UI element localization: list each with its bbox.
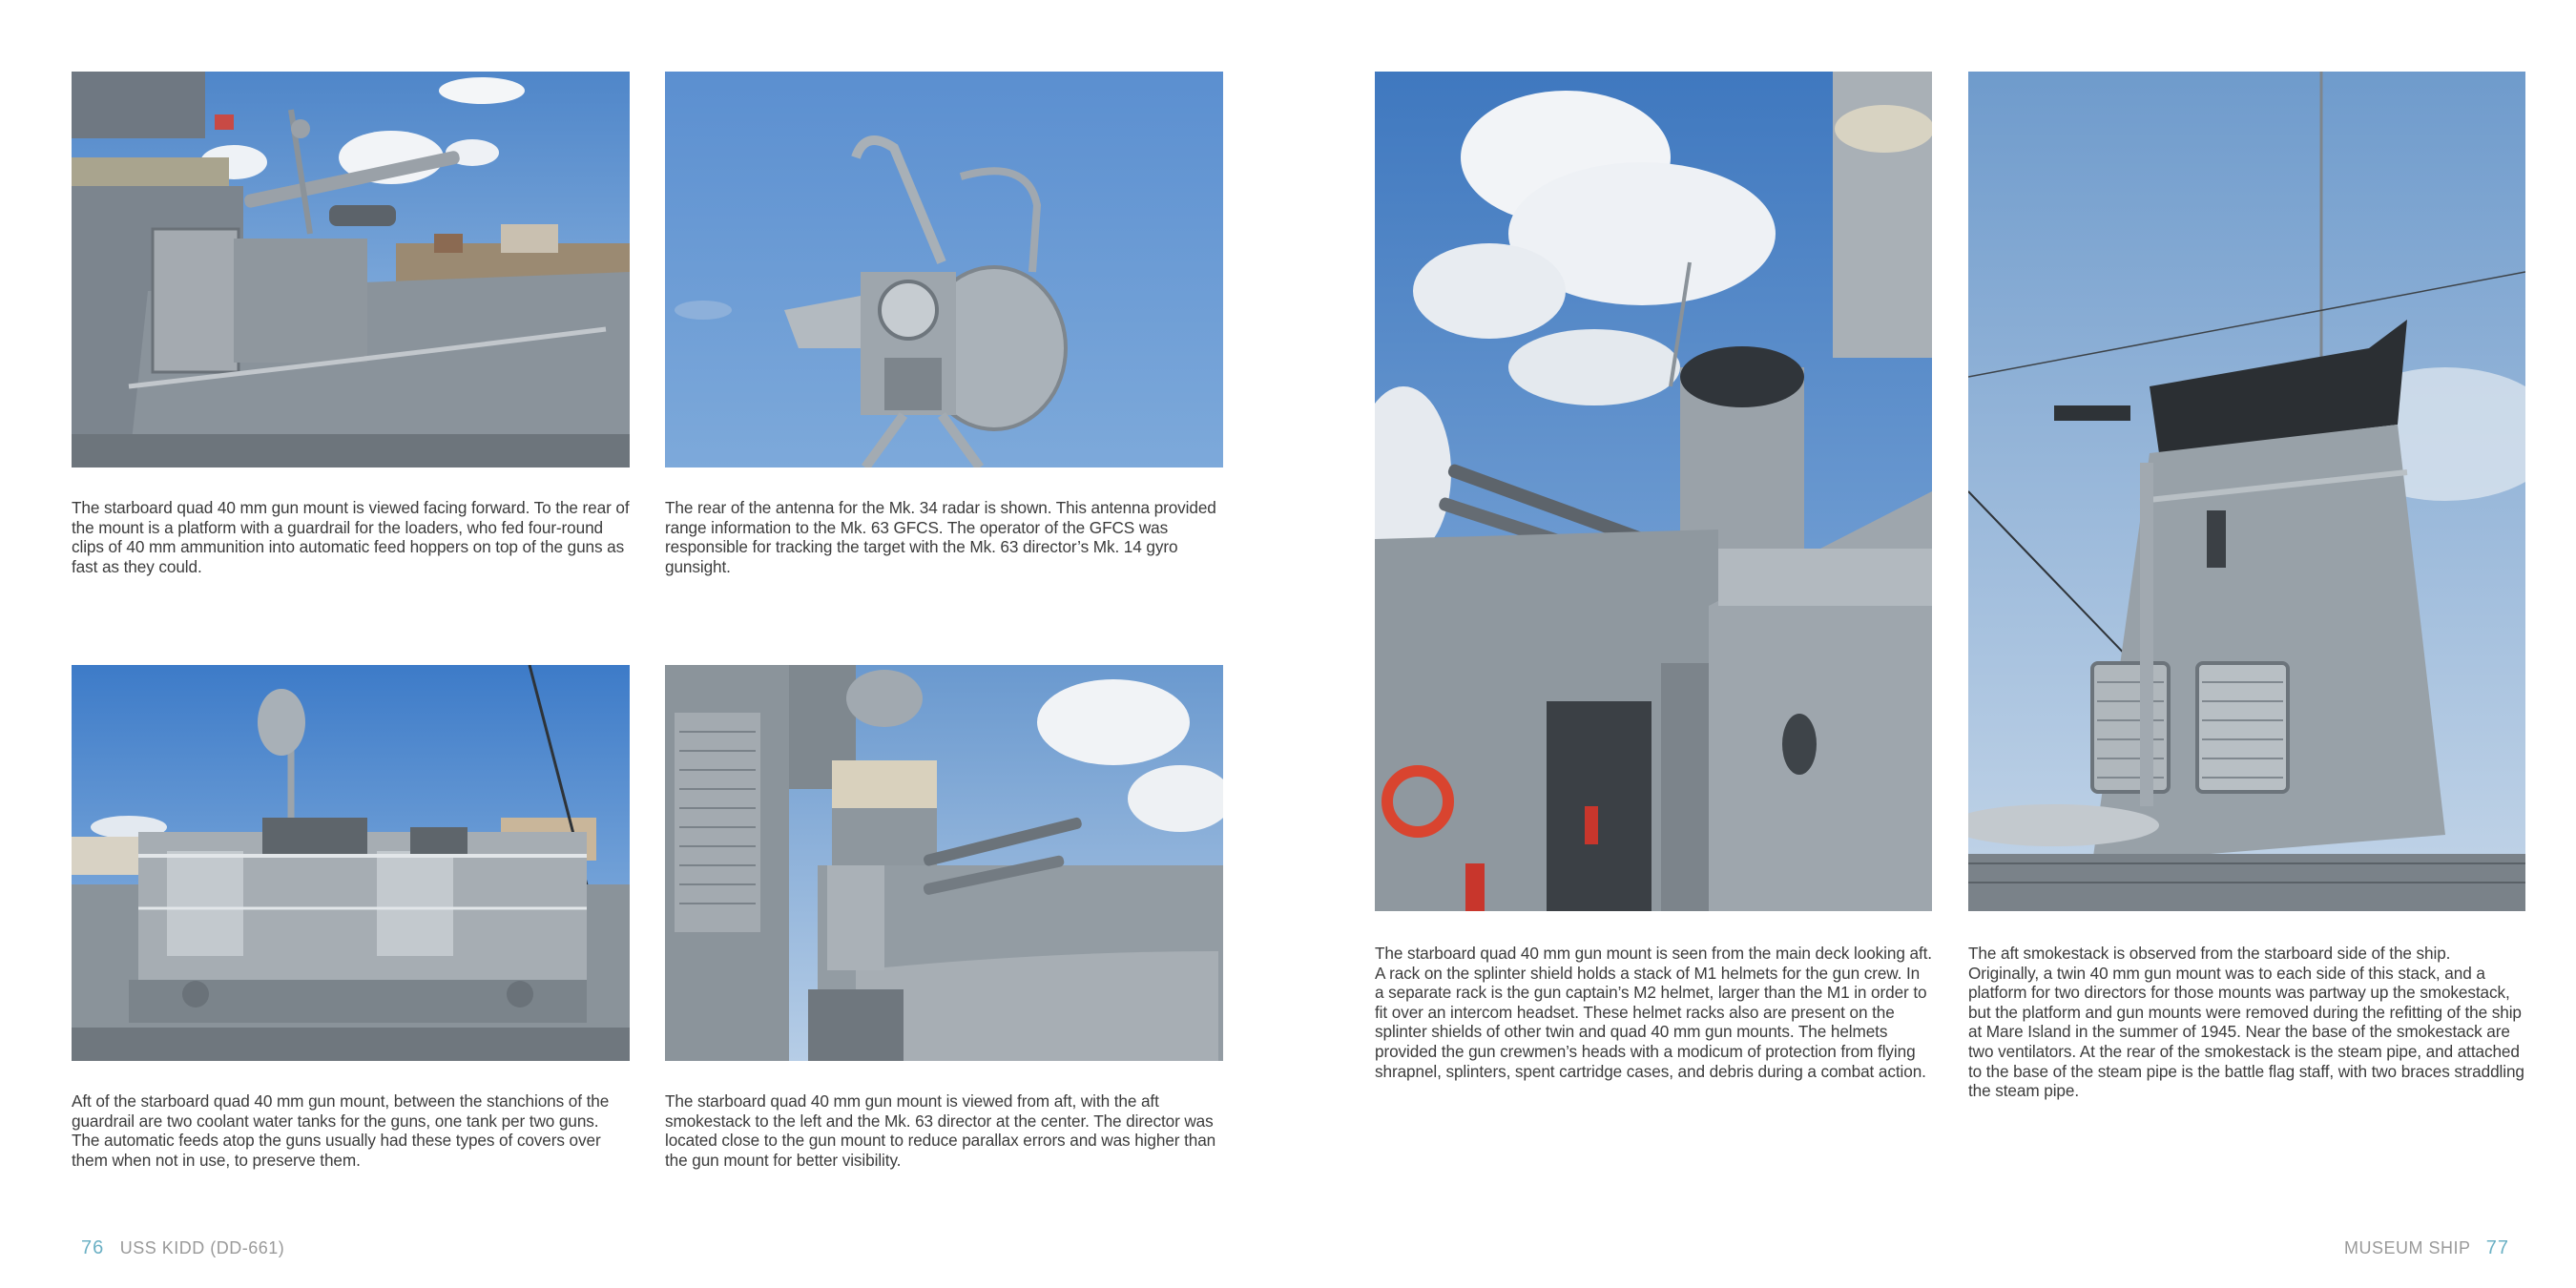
photo-radar-antenna-rear [665, 72, 1223, 467]
caption-aft-smokestack: The aft smokestack is observed from the starboard side of the ship. Originally, a twin 40 mm gun mount was to each side of this stack, and a platform for two directors for those mounts was partway up the smokestack, but the platform and gun mounts were removed during the refitting of the ship at Mare Island in the summer of 1945. Near the base of the smokestack are two ventilators. At the rear of the smokestack is the steam pipe, and attached to the base of the steam pipe is the battle flag staff, with two braces straddling the steam pipe. [1968, 944, 2524, 1101]
caption-main-deck-aft: The starboard quad 40 mm gun mount is seen from the main deck looking aft. A rack on the splinter shield holds a stack of M1 helmets for the gun crew. In a separate rack is the gun captain’s M2 helmet, larger than the M1 in order to fit over an intercom headset. These helmet racks also are present on the splinter shields of other twin and quad 40 mm gun mounts. The helmets provided the gun crewmen’s heads with a modicum of protection from flying shrapnel, splinters, spent cartridge cases, and debris during a combat action. [1375, 944, 1932, 1081]
photo-gun-mount-forward [72, 72, 630, 467]
page-number: 76 [81, 1237, 105, 1258]
running-title: USS KIDD (DD-661) [119, 1238, 285, 1257]
right-folio [2344, 1237, 2509, 1259]
left-folio [81, 1237, 284, 1259]
photo-gun-mount-aft [665, 665, 1223, 1061]
right-page [1288, 0, 2576, 1288]
photo-coolant-tanks [72, 665, 630, 1061]
caption-gun-mount-forward: The starboard quad 40 mm gun mount is viewed facing forward. To the rear of the mount is a platform with a guardrail for the loaders, who fed four-round clips of 40 mm ammunition into automatic feed hoppers on top of the guns as fast as they could. [72, 498, 630, 576]
photo-main-deck-aft [1375, 72, 1932, 911]
photo-aft-smokestack [1968, 72, 2525, 911]
caption-coolant-tanks: Aft of the starboard quad 40 mm gun mount, between the stanchions of the guardrail are two coolant water tanks for the guns, one tank per two guns. The automatic feeds atop the guns usually had these types of covers over them when not in use, to preserve them. [72, 1091, 610, 1170]
page-number: 77 [2485, 1237, 2509, 1258]
caption-radar-antenna-rear: The rear of the antenna for the Mk. 34 radar is shown. This antenna provided range information to the Mk. 63 GFCS. The operator of the GFCS was responsible for tracking the target with the Mk. 63 director’s Mk. 14 gyro gunsight. [665, 498, 1216, 576]
running-title: MUSEUM SHIP [2344, 1238, 2471, 1257]
caption-gun-mount-aft: The starboard quad 40 mm gun mount is viewed from aft, with the aft smokestack to the left and the Mk. 63 director at the center. The director was located close to the gun mount to reduce parallax errors and was higher than the gun mount for better visibility. [665, 1091, 1216, 1170]
